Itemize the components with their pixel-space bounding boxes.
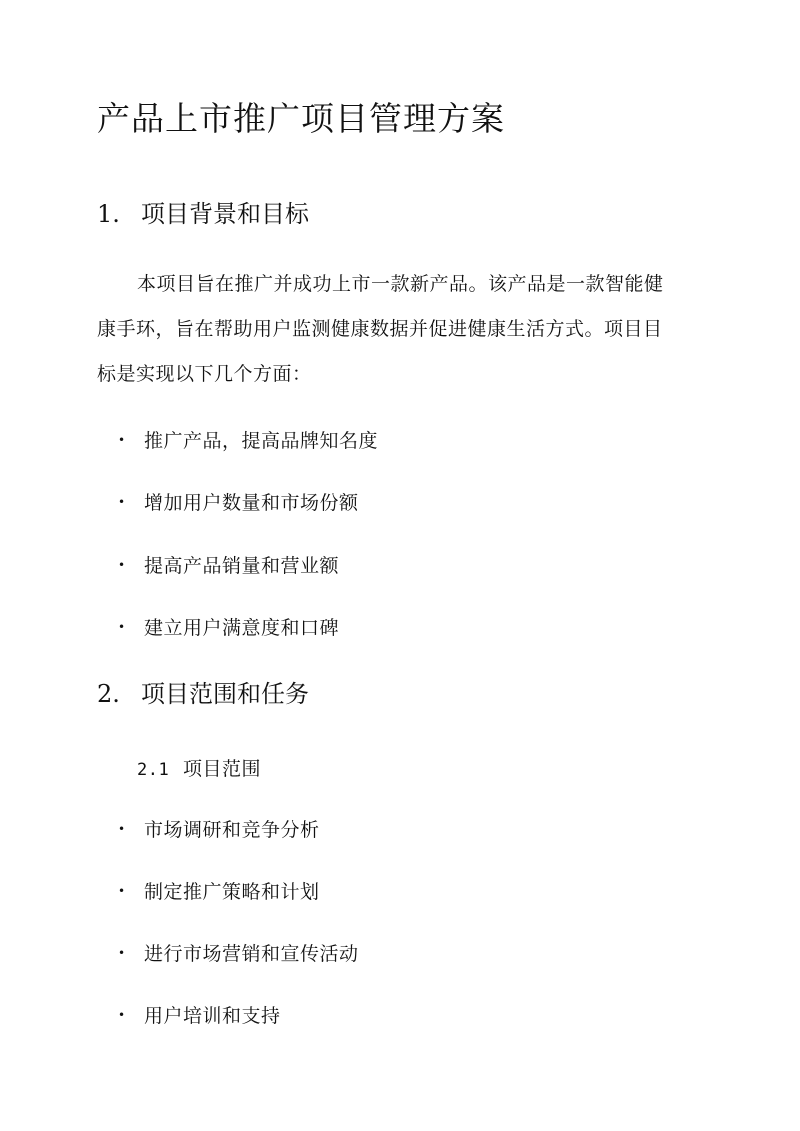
bullet-icon: • (118, 822, 126, 836)
list-item (118, 877, 320, 908)
document-title: 产品上市推广项目管理方案 (97, 99, 505, 138)
paragraph-line: 标是实现以下几个方面： (97, 363, 312, 385)
bullet-icon: • (118, 433, 126, 447)
list-item-text: 增加用户数量和市场份额 (144, 492, 359, 514)
subsection-2-1-number: 2.1 (137, 760, 170, 780)
section-2-heading (97, 676, 309, 712)
list-item-text: 制定推广策略和计划 (144, 881, 320, 903)
list-item (118, 939, 359, 970)
list-item (118, 815, 320, 846)
paragraph-line: 本项目旨在推广并成功上市一款新产品。该产品是一款智能健 (137, 273, 664, 295)
bullet-icon: • (118, 558, 126, 572)
section-1-heading (97, 196, 309, 232)
section-1-paragraph (97, 262, 707, 397)
list-item (118, 488, 359, 519)
paragraph-line: 康手环，旨在帮助用户监测健康数据并促进健康生活方式。项目目 (97, 318, 663, 340)
list-item-text: 建立用户满意度和口碑 (144, 617, 340, 639)
bullet-icon: • (118, 946, 126, 960)
bullet-icon: • (118, 884, 126, 898)
subsection-2-1-title: 项目范围 (183, 758, 262, 780)
bullet-icon: • (118, 620, 126, 634)
list-item-text: 推广产品，提高品牌知名度 (144, 430, 379, 452)
section-1-title: 项目背景和目标 (141, 200, 309, 228)
subsection-2-1-heading (137, 754, 261, 785)
list-item-text: 提高产品销量和营业额 (144, 555, 340, 577)
section-2-title: 项目范围和任务 (141, 680, 309, 708)
list-item (118, 426, 378, 457)
list-item-text: 市场调研和竞争分析 (144, 819, 320, 841)
list-item-text: 进行市场营销和宣传活动 (144, 943, 359, 965)
list-item-text: 用户培训和支持 (144, 1005, 281, 1027)
section-2-number: 2. (97, 680, 120, 708)
bullet-icon: • (118, 1008, 126, 1022)
list-item (118, 613, 339, 644)
section-1-number: 1. (97, 200, 120, 228)
bullet-icon: • (118, 495, 126, 509)
list-item (118, 551, 339, 582)
list-item (118, 1001, 281, 1032)
